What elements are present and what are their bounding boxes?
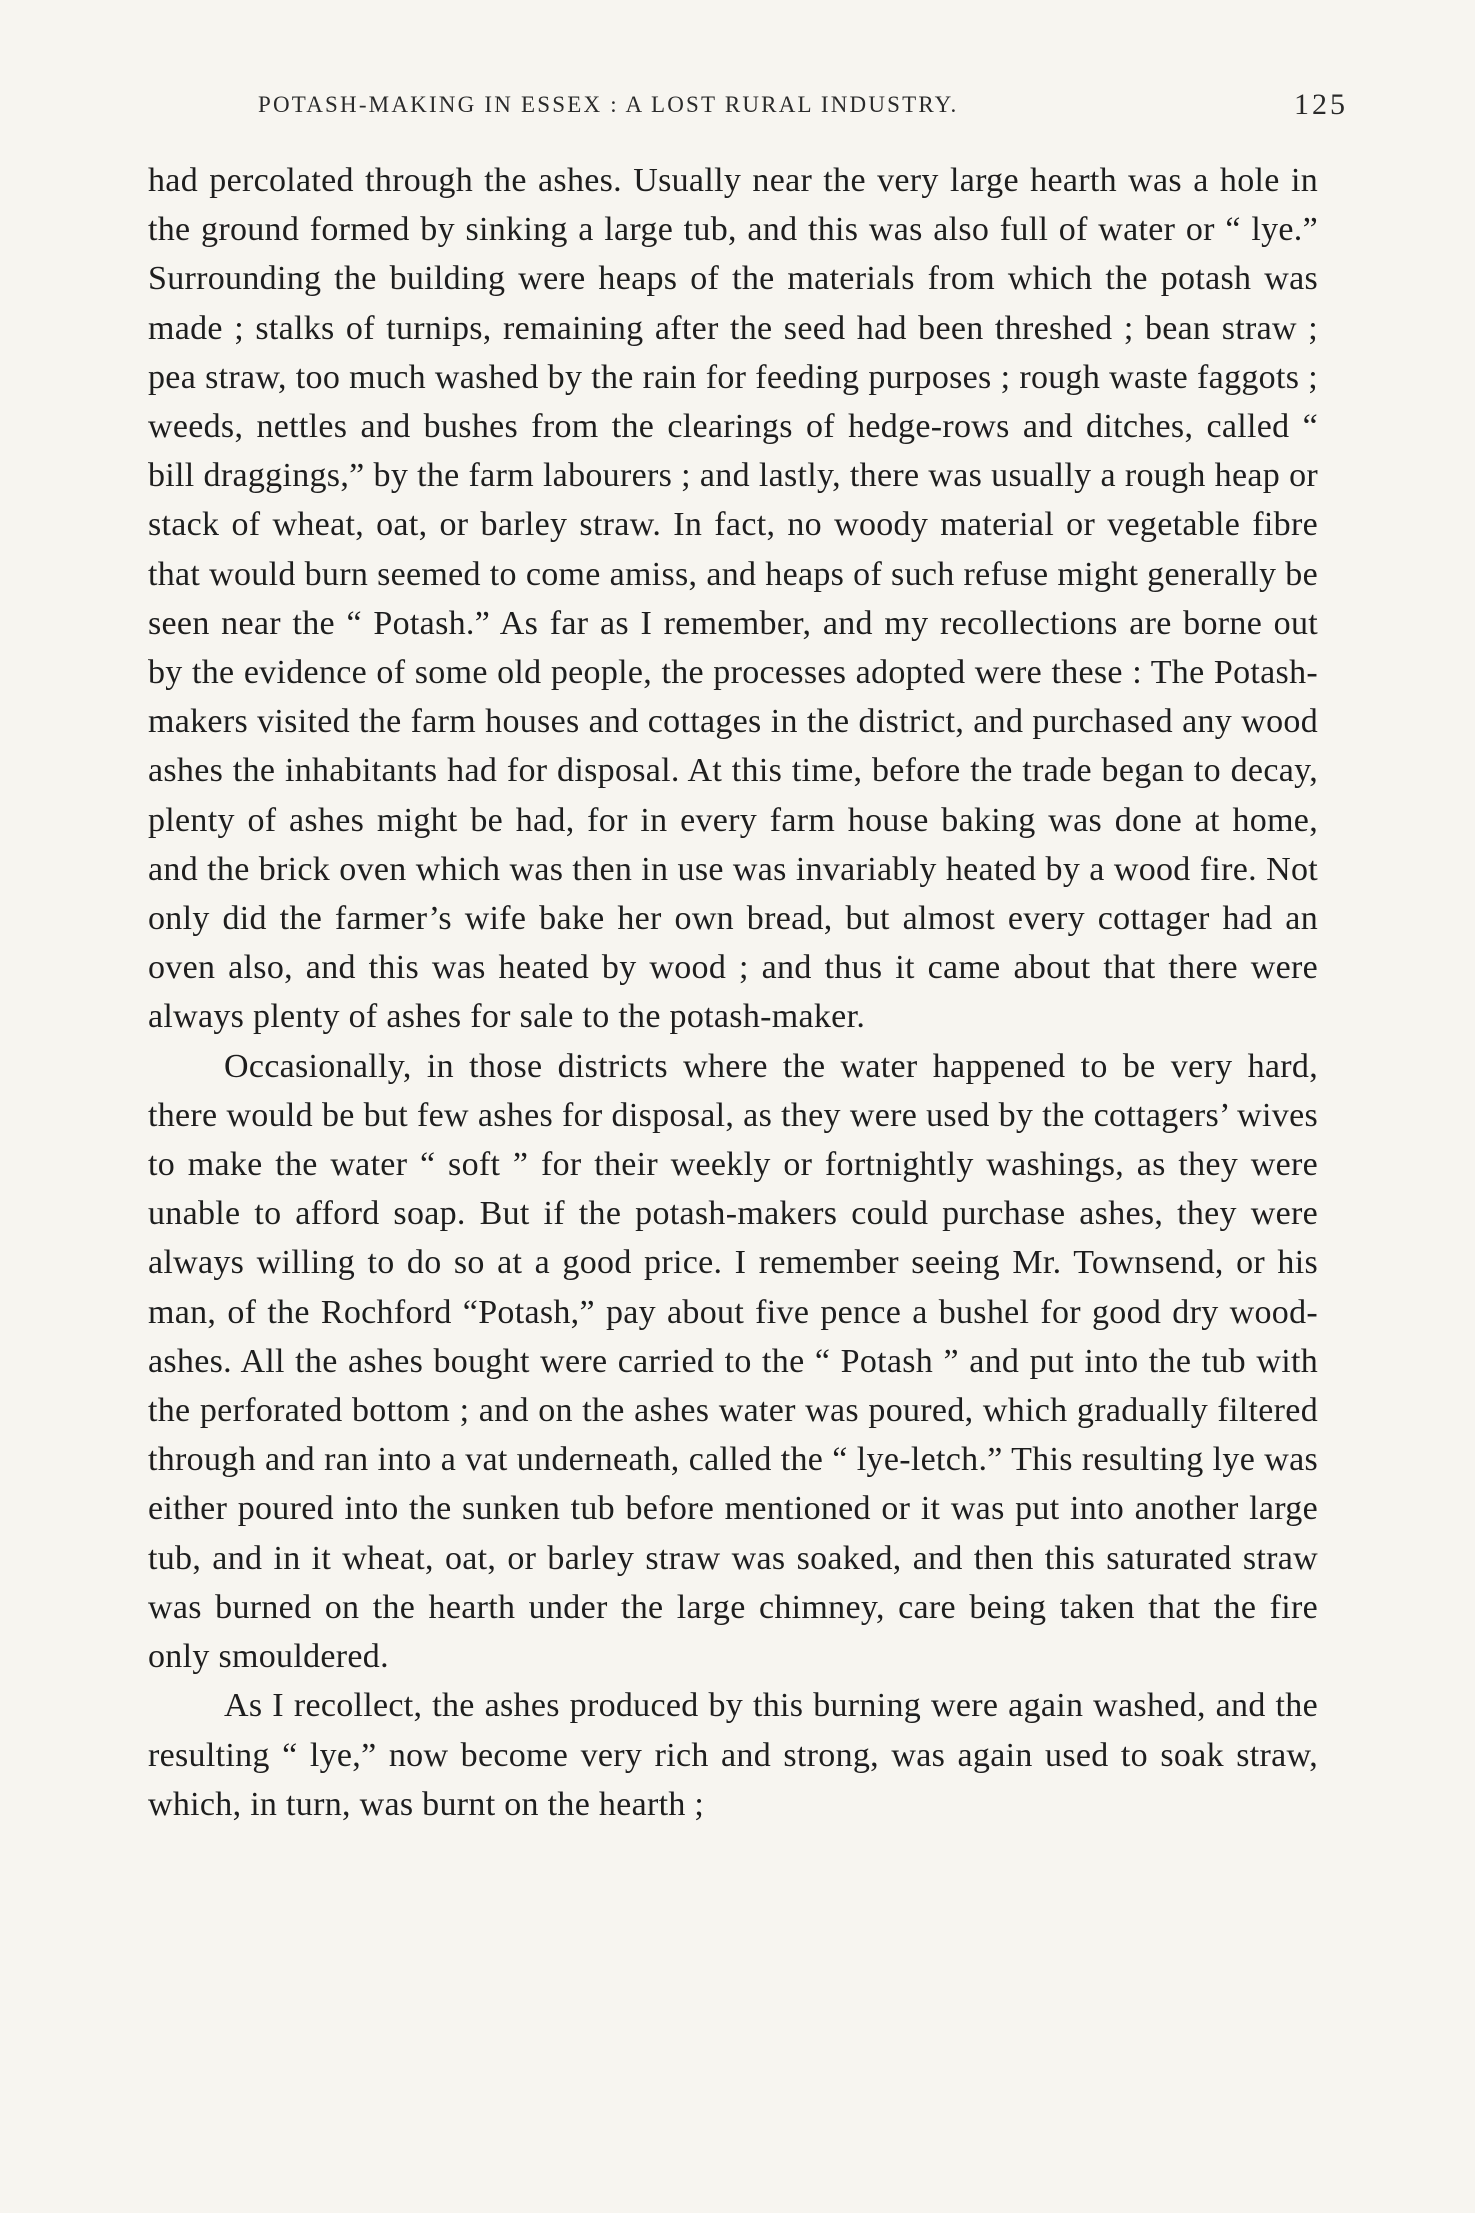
paragraph-2: Occasionally, in those districts where the water happened to be very hard, there would be but few ashes for disposal, as they were used by the cottagers’ wives to make the water “ soft ” for their weekly or fortnightly washings, as they were unable to afford soap. But if the potash-makers could purchase ashes, they were always willing to do so at a good price. I remember seeing Mr. Townsend, or his man, of the Rochford “Potash,” pay about five pence a bushel for good dry wood-ashes. All the ashes bought were carried to the “ Potash ” and put into the tub with the perforated bottom ; and on the ashes water was poured, which gradually filtered through and ran into a vat underneath, called the “ lye-letch.” This resulting lye was either poured into the sunken tub before mentioned or it was put into another large tub, and in it wheat, oat, or barley straw was soaked, and then this saturated straw was burned on the hearth under the large chimney, care being taken that the fire only smouldered.	[148, 1047, 1318, 1676]
paragraph-3: As I recollect, the ashes produced by this burning were again washed, and the resulting “ lye,” now become very rich and strong, was again used to soak straw, which, in turn, was burnt on the hearth ;	[148, 1687, 1318, 1823]
running-title: POTASH-MAKING IN ESSEX : A LOST RURAL INDUSTRY.	[258, 92, 959, 117]
page-number: 125	[1294, 88, 1348, 121]
body-text	[148, 156, 1318, 1829]
paragraph-1: had percolated through the ashes. Usually near the very large hearth was a hole in the ground formed by sinking a large tub, and this was also full of water or “ lye.” Surrounding the building were heaps of the materials from which the potash was made ; stalks of turnips, remaining after the seed had been threshed ; bean straw ; pea straw, too much washed by the rain for feeding purposes ; rough waste faggots ; weeds, nettles and bushes from the clearings of hedge-rows and ditches, called “ bill draggings,” by the farm labourers ; and lastly, there was usually a rough heap or stack of wheat, oat, or barley straw. In fact, no woody material or vegetable fibre that would burn seemed to come amiss, and heaps of such refuse might generally be seen near the “ Potash.” As far as I remember, and my recollections are borne out by the evidence of some old people, the processes adopted were these : The Potash-makers visited the farm houses and cottages in the district, and purchased any wood ashes the inhabitants had for disposal. At this time, before the trade began to decay, plenty of ashes might be had, for in every farm house baking was done at home, and the brick oven which was then in use was invariably heated by a wood fire. Not only did the farmer’s wife bake her own bread, but almost every cottager had an oven also, and this was heated by wood ; and thus it came about that there were always plenty of ashes for sale to the potash-maker.	[148, 162, 1318, 1036]
running-head	[258, 88, 1348, 128]
